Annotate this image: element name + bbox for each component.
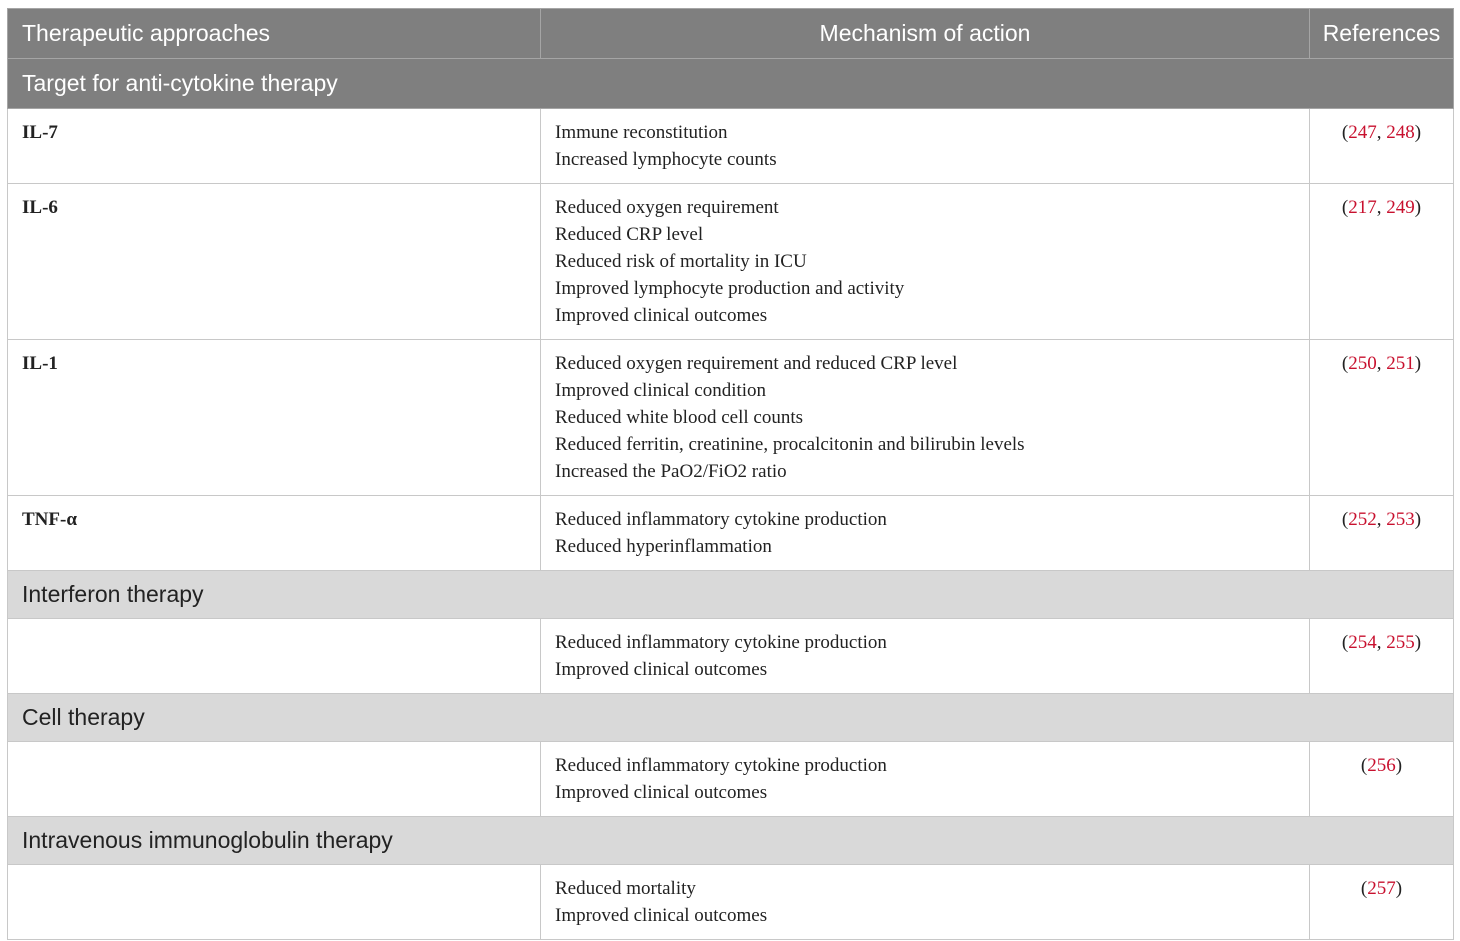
section-row: [8, 571, 1454, 619]
mechanism-cell: [541, 340, 1310, 496]
reference-link[interactable]: 217: [1348, 197, 1377, 218]
table-row: [8, 340, 1454, 496]
reference-link[interactable]: 251: [1386, 353, 1415, 374]
section-row: [8, 694, 1454, 742]
mechanism-cell: [541, 496, 1310, 571]
reference-link[interactable]: 250: [1348, 353, 1377, 374]
mechanism-item: Reduced inflammatory cytokine production: [555, 632, 887, 653]
section-title: Target for anti-cytokine therapy: [8, 59, 1454, 109]
approach-cell: IL-6: [8, 184, 541, 340]
mechanism-item: Improved clinical outcomes: [555, 905, 768, 926]
mechanism-cell: [541, 619, 1310, 694]
reference-link[interactable]: 254: [1348, 632, 1377, 653]
section-title: Interferon therapy: [8, 571, 1454, 619]
references-cell: (247, 248): [1310, 109, 1454, 184]
section-row: [8, 817, 1454, 865]
references-cell: (254, 255): [1310, 619, 1454, 694]
reference-link[interactable]: 255: [1386, 632, 1415, 653]
approach-cell: [8, 742, 541, 817]
reference-link[interactable]: 248: [1386, 122, 1415, 143]
mechanism-cell: [541, 742, 1310, 817]
references-cell: (257): [1310, 865, 1454, 940]
references-cell: (252, 253): [1310, 496, 1454, 571]
approach-cell: TNF-α: [8, 496, 541, 571]
mechanism-item: Reduced ferritin, creatinine, procalcitonin and bilirubin levels: [555, 434, 1025, 455]
approach-cell: IL-1: [8, 340, 541, 496]
reference-link[interactable]: 256: [1367, 755, 1396, 776]
table-row: [8, 865, 1454, 940]
mechanism-item: Improved clinical outcomes: [555, 659, 768, 680]
table-row: [8, 742, 1454, 817]
reference-link[interactable]: 247: [1348, 122, 1377, 143]
therapy-table: [7, 8, 1454, 940]
table-row: [8, 619, 1454, 694]
mechanism-item: Reduced inflammatory cytokine production: [555, 755, 887, 776]
mechanism-cell: [541, 109, 1310, 184]
section-title: Intravenous immunoglobulin therapy: [8, 817, 1454, 865]
references-cell: (217, 249): [1310, 184, 1454, 340]
reference-link[interactable]: 257: [1367, 878, 1396, 899]
mechanism-item: Reduced oxygen requirement and reduced CRP level: [555, 353, 958, 374]
mechanism-item: Reduced hyperinflammation: [555, 536, 772, 557]
mechanism-item: Improved lymphocyte production and activity: [555, 278, 905, 299]
references-cell: (250, 251): [1310, 340, 1454, 496]
table-header: [8, 9, 1454, 59]
mechanism-item: Reduced inflammatory cytokine production: [555, 509, 887, 530]
table-row: [8, 496, 1454, 571]
mechanism-item: Reduced CRP level: [555, 224, 704, 245]
approach-cell: [8, 619, 541, 694]
mechanism-item: Increased lymphocyte counts: [555, 149, 777, 170]
mechanism-item: Improved clinical outcomes: [555, 782, 768, 803]
mechanism-item: Improved clinical condition: [555, 380, 767, 401]
mechanism-item: Improved clinical outcomes: [555, 305, 768, 326]
section-title: Cell therapy: [8, 694, 1454, 742]
table-body: [8, 59, 1454, 940]
mechanism-item: Reduced white blood cell counts: [555, 407, 803, 428]
mechanism-item: Reduced mortality: [555, 878, 696, 899]
approach-cell: IL-7: [8, 109, 541, 184]
mechanism-cell: [541, 865, 1310, 940]
column-header-references: References: [1310, 9, 1454, 59]
mechanism-cell: [541, 184, 1310, 340]
table-row: [8, 184, 1454, 340]
column-header-approach: Therapeutic approaches: [8, 9, 541, 59]
mechanism-item: Immune reconstitution: [555, 122, 728, 143]
section-row: [8, 59, 1454, 109]
column-header-mechanism: Mechanism of action: [541, 9, 1310, 59]
reference-link[interactable]: 249: [1386, 197, 1415, 218]
approach-cell: [8, 865, 541, 940]
mechanism-item: Increased the PaO2/FiO2 ratio: [555, 461, 787, 482]
references-cell: (256): [1310, 742, 1454, 817]
table-row: [8, 109, 1454, 184]
mechanism-item: Reduced risk of mortality in ICU: [555, 251, 807, 272]
reference-link[interactable]: 252: [1348, 509, 1377, 530]
reference-link[interactable]: 253: [1386, 509, 1415, 530]
mechanism-item: Reduced oxygen requirement: [555, 197, 779, 218]
